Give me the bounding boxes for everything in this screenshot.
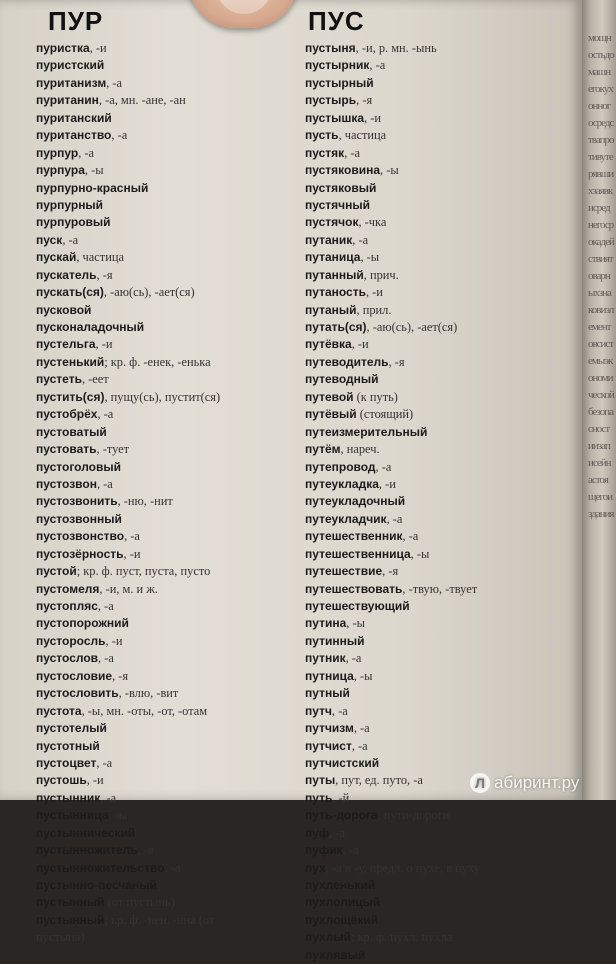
dictionary-entry	[305, 127, 575, 144]
headword: пурпура	[36, 163, 85, 178]
grammar-note: , -а	[96, 476, 113, 491]
dictionary-entry	[36, 127, 286, 144]
headword: пустопорожний	[36, 616, 129, 631]
dictionary-entry	[305, 354, 575, 371]
grammar-note: , -а	[402, 529, 419, 544]
dictionary-entry	[36, 476, 286, 493]
headword: пурпуровый	[36, 215, 111, 230]
dictionary-entry	[36, 738, 286, 755]
dictionary-entry	[305, 912, 575, 929]
dictionary-entry	[36, 581, 286, 598]
dictionary-entry	[305, 755, 575, 772]
headword: пустыннический	[36, 825, 136, 840]
grammar-note: , -а	[352, 232, 369, 247]
headword: пуфик	[305, 843, 343, 858]
headword: путеводитель	[305, 354, 389, 369]
dictionary-entry	[36, 110, 286, 127]
headword: путаник	[305, 232, 353, 247]
grammar-note: , -а	[100, 790, 117, 805]
headword: пустословить	[36, 686, 119, 701]
headword: пускай	[36, 250, 77, 265]
dictionary-entry	[305, 110, 575, 127]
dictionary-entry	[36, 842, 286, 859]
grammar-note: , нареч.	[340, 442, 380, 457]
headword: путы	[305, 773, 336, 788]
headword: путевой	[305, 389, 354, 404]
grammar-note: ; кр. ф. пуст, пуста, пусто	[76, 564, 211, 579]
grammar-note: , -а	[106, 75, 123, 90]
dictionary-entry	[305, 633, 575, 650]
grammar-note: , -а	[344, 145, 361, 160]
dictionary-entry	[36, 493, 286, 510]
headword: пустырь	[305, 93, 357, 108]
dictionary-entry	[36, 807, 286, 824]
dictionary-entry	[305, 406, 575, 423]
headword: пуританство	[36, 128, 112, 143]
headword: путь-дорога	[305, 808, 378, 823]
dictionary-entry	[305, 267, 575, 284]
dictionary-entry	[36, 441, 286, 458]
dictionary-entry	[36, 877, 286, 894]
dictionary-entry	[305, 650, 575, 667]
headword: пустой	[36, 564, 77, 579]
headword: пуф	[305, 825, 330, 840]
grammar-note: , -я	[112, 668, 129, 683]
grammar-note: , -я	[356, 93, 373, 108]
dictionary-entry	[36, 825, 286, 842]
grammar-note: , частица	[76, 250, 124, 265]
grammar-note: , -твую, -твует	[402, 581, 478, 596]
dictionary-entry	[305, 424, 575, 441]
grammar-note: , -и, р. мн. -ынь	[355, 41, 437, 55]
grammar-note: , -а	[97, 599, 114, 613]
dictionary-entry	[305, 546, 575, 563]
headword: пустопляс	[36, 599, 98, 613]
grammar-note: , -а	[97, 407, 114, 422]
headword: пустячный	[305, 197, 371, 212]
dictionary-entry	[36, 180, 286, 197]
grammar-note: , частица	[338, 128, 387, 143]
dictionary-entry	[305, 528, 575, 545]
dictionary-entry	[36, 860, 286, 877]
grammar-note: ; кр. ф. -нен, -нна (от	[104, 912, 215, 927]
grammar-note: , -а, мн. -ане, -ан	[98, 93, 186, 108]
dictionary-entry	[305, 807, 575, 824]
dictionary-entry	[36, 424, 286, 441]
dictionary-entry	[305, 92, 575, 109]
grammar-note: , -ы	[353, 668, 373, 683]
headword: пухленький	[305, 878, 376, 892]
dictionary-entry	[36, 755, 286, 772]
dictionary-entry	[36, 302, 286, 319]
dictionary-entry	[305, 75, 575, 92]
dictionary-entry	[36, 336, 286, 353]
headword: пустословие	[36, 668, 113, 683]
grammar-note: , -а	[342, 843, 359, 858]
grammar-note: , -а	[98, 651, 114, 666]
headword: пускать(ся)	[36, 285, 104, 300]
headword: пухлощёкий	[305, 912, 379, 927]
headword: пустотный	[36, 738, 100, 753]
dictionary-entry	[305, 197, 575, 214]
dictionary-entry	[305, 180, 575, 197]
dictionary-entry	[36, 528, 286, 545]
headword: пустозёрность	[36, 546, 124, 561]
dictionary-entry	[305, 598, 575, 615]
left-column-entries	[36, 40, 286, 947]
dictionary-entry	[305, 894, 575, 911]
headword: пустота	[36, 703, 82, 718]
dictionary-entry	[36, 319, 286, 336]
grammar-note: , -ы	[360, 250, 380, 265]
headword: пустошь	[36, 773, 87, 788]
dictionary-entry	[305, 668, 575, 685]
headword: путаница	[305, 250, 361, 265]
headword: путник	[305, 651, 346, 666]
headword: пустослов	[36, 651, 99, 666]
dictionary-entry	[36, 232, 286, 249]
headword: пуританский	[36, 110, 112, 125]
grammar-note: , -и	[105, 633, 123, 648]
headword: пусторосль	[36, 633, 106, 648]
grammar-note: , -а	[111, 128, 128, 143]
grammar-note: , -а	[96, 755, 113, 770]
headword: путешествовать	[305, 581, 403, 596]
grammar-note: , -и, м. и ж.	[99, 581, 158, 596]
dictionary-entry	[305, 459, 575, 476]
dictionary-entry	[36, 162, 286, 179]
dictionary-entry	[36, 75, 286, 92]
headword: пустельга	[36, 337, 96, 352]
headword: пуританизм	[36, 75, 107, 90]
dictionary-entry	[36, 685, 286, 702]
grammar-note: , -тует	[96, 442, 130, 457]
grammar-note: , -и	[95, 337, 113, 352]
headword: путепровод	[305, 459, 376, 474]
dictionary-entry	[305, 319, 575, 336]
dictionary-entry	[305, 441, 575, 458]
grammar-note: , -ы	[380, 163, 399, 178]
grammar-note: , -а	[331, 703, 348, 718]
headword: пустынный	[36, 895, 105, 910]
grammar-note: , прич.	[363, 267, 399, 282]
headword: пустеть	[36, 372, 82, 387]
headword: путчизм	[305, 721, 354, 736]
dictionary-entry	[36, 92, 286, 109]
grammar-note: , -и	[378, 476, 396, 491]
headword: пустозвон	[36, 476, 97, 491]
watermark-text: абиринт.ру	[494, 773, 580, 792]
headword: пухлый	[305, 930, 351, 945]
grammar-note: , -я	[96, 267, 113, 282]
grammar-note: , пут, ед. путо, -а	[335, 773, 423, 788]
headword: путинный	[305, 633, 365, 648]
grammar-note: , -и	[86, 773, 104, 788]
headword: путешественник	[305, 529, 403, 544]
dictionary-entry	[36, 668, 286, 685]
right-column-header: ПУС	[308, 6, 365, 36]
headword: пусть	[305, 128, 339, 143]
labirint-watermark	[470, 773, 579, 793]
dictionary-entry	[36, 214, 286, 231]
dictionary-entry	[36, 790, 286, 807]
headword: пусковой	[36, 302, 92, 317]
grammar-note: , -влю, -вит	[118, 686, 179, 701]
headword: пустомеля	[36, 581, 100, 596]
dictionary-entry	[36, 894, 286, 911]
thumbnail-image	[216, 0, 272, 14]
grammar-note: , -й	[332, 790, 350, 805]
headword: пустовать	[36, 442, 97, 457]
headword: пустить(ся)	[36, 389, 105, 404]
dictionary-entry	[305, 284, 575, 301]
headword: путеукладочный	[305, 494, 406, 509]
grammar-note: , -чка	[358, 215, 387, 230]
grammar-note: (от пустынь)	[104, 895, 175, 910]
dictionary-entry	[36, 929, 286, 946]
headword: пустобрёх	[36, 407, 98, 422]
grammar-note: , -а	[353, 721, 370, 736]
headword: пурпурный	[36, 197, 104, 212]
headword: путеводный	[305, 372, 379, 387]
dictionary-entry	[305, 842, 575, 859]
grammar-note: , -а	[164, 860, 181, 875]
headword: пурпур	[36, 145, 79, 160]
dictionary-entry	[36, 267, 286, 284]
grammar-note: , -а	[369, 58, 386, 73]
dictionary-entry	[305, 947, 575, 964]
headword: пустяковина	[305, 163, 381, 178]
grammar-note: , -еет	[81, 372, 109, 387]
grammar-note: , -а	[62, 232, 79, 247]
dictionary-entry	[36, 197, 286, 214]
grammar-note: , -ы	[410, 546, 430, 561]
dictionary-entry	[36, 598, 286, 615]
dictionary-entry	[305, 145, 575, 162]
headword: пустяк	[305, 145, 345, 160]
grammar-note: ; кр. ф. -енек, -енька	[104, 354, 211, 369]
grammar-note: , пущу(сь), пустит(ся)	[104, 389, 221, 404]
grammar-note: , -а	[375, 459, 392, 474]
headword: путёвый	[305, 407, 357, 422]
headword: путчистский	[305, 755, 380, 770]
headword: пухлолицый	[305, 895, 381, 910]
dictionary-entry	[305, 511, 575, 528]
grammar-note: , -ню, -нит	[117, 494, 173, 509]
dictionary-entry	[305, 581, 575, 598]
headword: пустотелый	[36, 721, 107, 736]
left-column-header: ПУР	[48, 6, 104, 36]
headword: пустоватый	[36, 424, 107, 439]
headword: пустозвонить	[36, 494, 118, 509]
headword: пуристский	[36, 58, 105, 73]
dictionary-entry	[36, 511, 286, 528]
dictionary-entry	[36, 145, 286, 162]
dictionary-entry	[36, 772, 286, 789]
grammar-note: , -а	[124, 529, 140, 544]
grammar-note: , -аю(сь), -ает(ся)	[103, 285, 195, 300]
dictionary-entry	[305, 493, 575, 510]
headword: путём	[305, 442, 341, 457]
headword: пустырник	[305, 58, 370, 73]
grammar-note: (к путь)	[353, 389, 398, 404]
dictionary-entry	[305, 336, 575, 353]
dictionary-entry	[305, 232, 575, 249]
grammar-note: пустыня)	[36, 930, 85, 945]
grammar-note: , -ы	[84, 163, 104, 178]
grammar-note: , -и	[123, 546, 141, 561]
dictionary-entry	[305, 389, 575, 406]
dictionary-entry	[36, 633, 286, 650]
grammar-note: , -я	[388, 354, 405, 369]
dictionary-entry	[36, 57, 286, 74]
grammar-note: (стоящий)	[356, 407, 414, 422]
grammar-note: , -аю(сь), -ает(ся)	[366, 320, 458, 334]
dictionary-entry	[305, 162, 575, 179]
grammar-note: , прил.	[356, 302, 392, 317]
headword: пустенький	[36, 354, 105, 369]
headword: путеизмерительный	[305, 424, 428, 439]
dictionary-entry	[305, 476, 575, 493]
grammar-note: , -а	[78, 145, 95, 160]
headword: путать(ся)	[305, 320, 367, 334]
dictionary-entry	[36, 406, 286, 423]
headword: пускатель	[36, 267, 97, 282]
headword: путница	[305, 668, 354, 683]
headword: путный	[305, 686, 350, 701]
headword: пустыня	[305, 41, 356, 55]
headword: пустозвонный	[36, 511, 122, 526]
dictionary-entry	[305, 685, 575, 702]
dictionary-entry	[36, 389, 286, 406]
dictionary-entry	[305, 302, 575, 319]
headword: пустынный	[36, 912, 105, 927]
grammar-note: ; кр. ф. пухл, пухла	[351, 930, 453, 945]
grammar-note: , -я	[382, 564, 399, 579]
headword: пустынножительство	[36, 860, 165, 875]
headword: пустынножитель	[36, 843, 138, 858]
dictionary-entry	[36, 284, 286, 301]
adjacent-page-edge	[582, 0, 616, 800]
dictionary-entry	[305, 249, 575, 266]
dictionary-entry	[305, 877, 575, 894]
grammar-note: , пути-дороги	[377, 808, 450, 823]
dictionary-entry	[36, 912, 286, 929]
dictionary-entry	[305, 563, 575, 580]
headword: пухлявый	[305, 947, 366, 962]
headword: пустячок	[305, 215, 359, 230]
dictionary-entry	[305, 825, 575, 842]
grammar-note: , -а	[386, 511, 403, 526]
grammar-note: , -а	[329, 825, 346, 840]
dictionary-entry	[305, 214, 575, 231]
dictionary-entry	[36, 563, 286, 580]
headword: путеукладка	[305, 476, 379, 491]
headword: путешествующий	[305, 599, 410, 613]
dictionary-entry	[305, 57, 575, 74]
grammar-note: , -и	[364, 110, 382, 125]
dictionary-entry	[36, 615, 286, 632]
dictionary-entry	[305, 615, 575, 632]
headword: путёвка	[305, 337, 352, 352]
dictionary-entry	[305, 40, 575, 57]
headword: пустозвонство	[36, 529, 125, 544]
right-column-entries	[305, 40, 575, 964]
grammar-note: , -а	[345, 651, 362, 666]
headword: пустоцвет	[36, 755, 97, 770]
headword: пустяковый	[305, 180, 377, 195]
headword: путчист	[305, 738, 352, 753]
dictionary-entry	[36, 371, 286, 388]
dictionary-entry	[36, 650, 286, 667]
headword: пустынно-песчаный	[36, 878, 157, 892]
headword: путаность	[305, 285, 366, 300]
grammar-note: , -ы	[346, 616, 365, 631]
headword: пустынник	[36, 790, 101, 805]
labirint-logo-icon: Л	[470, 773, 490, 793]
headword: пустышка	[305, 110, 365, 125]
headword: путеукладчик	[305, 511, 387, 526]
dictionary-entry	[36, 703, 286, 720]
dictionary-entry	[36, 40, 286, 57]
dictionary-entry	[305, 860, 575, 877]
dictionary-entry	[36, 546, 286, 563]
dictionary-entry	[36, 249, 286, 266]
dictionary-entry	[36, 459, 286, 476]
headword: пустырный	[305, 75, 374, 90]
dictionary-entry	[305, 703, 575, 720]
dictionary-entry	[305, 929, 575, 946]
headword: путешественница	[305, 546, 411, 561]
headword: пусконаладочный	[36, 320, 145, 334]
headword: путанный	[305, 267, 364, 282]
headword: пуританин	[36, 93, 99, 108]
grammar-note: , -а и -у, предл. о пухе, в пуху	[325, 860, 480, 875]
headword: пустоголовый	[36, 459, 122, 474]
headword: путч	[305, 703, 332, 718]
headword: пуск	[36, 232, 63, 247]
dictionary-entry	[305, 371, 575, 388]
dictionary-entry	[305, 720, 575, 737]
headword: пустынница	[36, 808, 109, 823]
dictionary-entry	[36, 720, 286, 737]
grammar-note: , -и	[365, 285, 383, 300]
headword: путь	[305, 790, 333, 805]
headword: путина	[305, 616, 347, 631]
adjacent-page-text: мощностьдомашнегокухонногосредствапротивутерявшихзаявкисреднегосрокадействиятоварныхзнаковиэлементовсистемыэкономическойбезопасностиизаписейнастоящегоиздания	[588, 32, 614, 520]
dictionary-entry	[305, 738, 575, 755]
grammar-note: , -ы	[108, 808, 128, 823]
headword: пух	[305, 860, 326, 875]
headword: путешествие	[305, 564, 383, 579]
headword: путаный	[305, 302, 357, 317]
grammar-note: , -и	[351, 337, 369, 352]
headword: пурпурно-красный	[36, 180, 149, 195]
dictionary-entry	[36, 354, 286, 371]
grammar-note: , -я	[137, 843, 154, 858]
grammar-note: , -и	[89, 41, 107, 55]
grammar-note: , -ы, мн. -оты, -от, -отам	[81, 703, 208, 718]
grammar-note: , -а	[351, 738, 368, 753]
headword: пуристка	[36, 41, 90, 55]
